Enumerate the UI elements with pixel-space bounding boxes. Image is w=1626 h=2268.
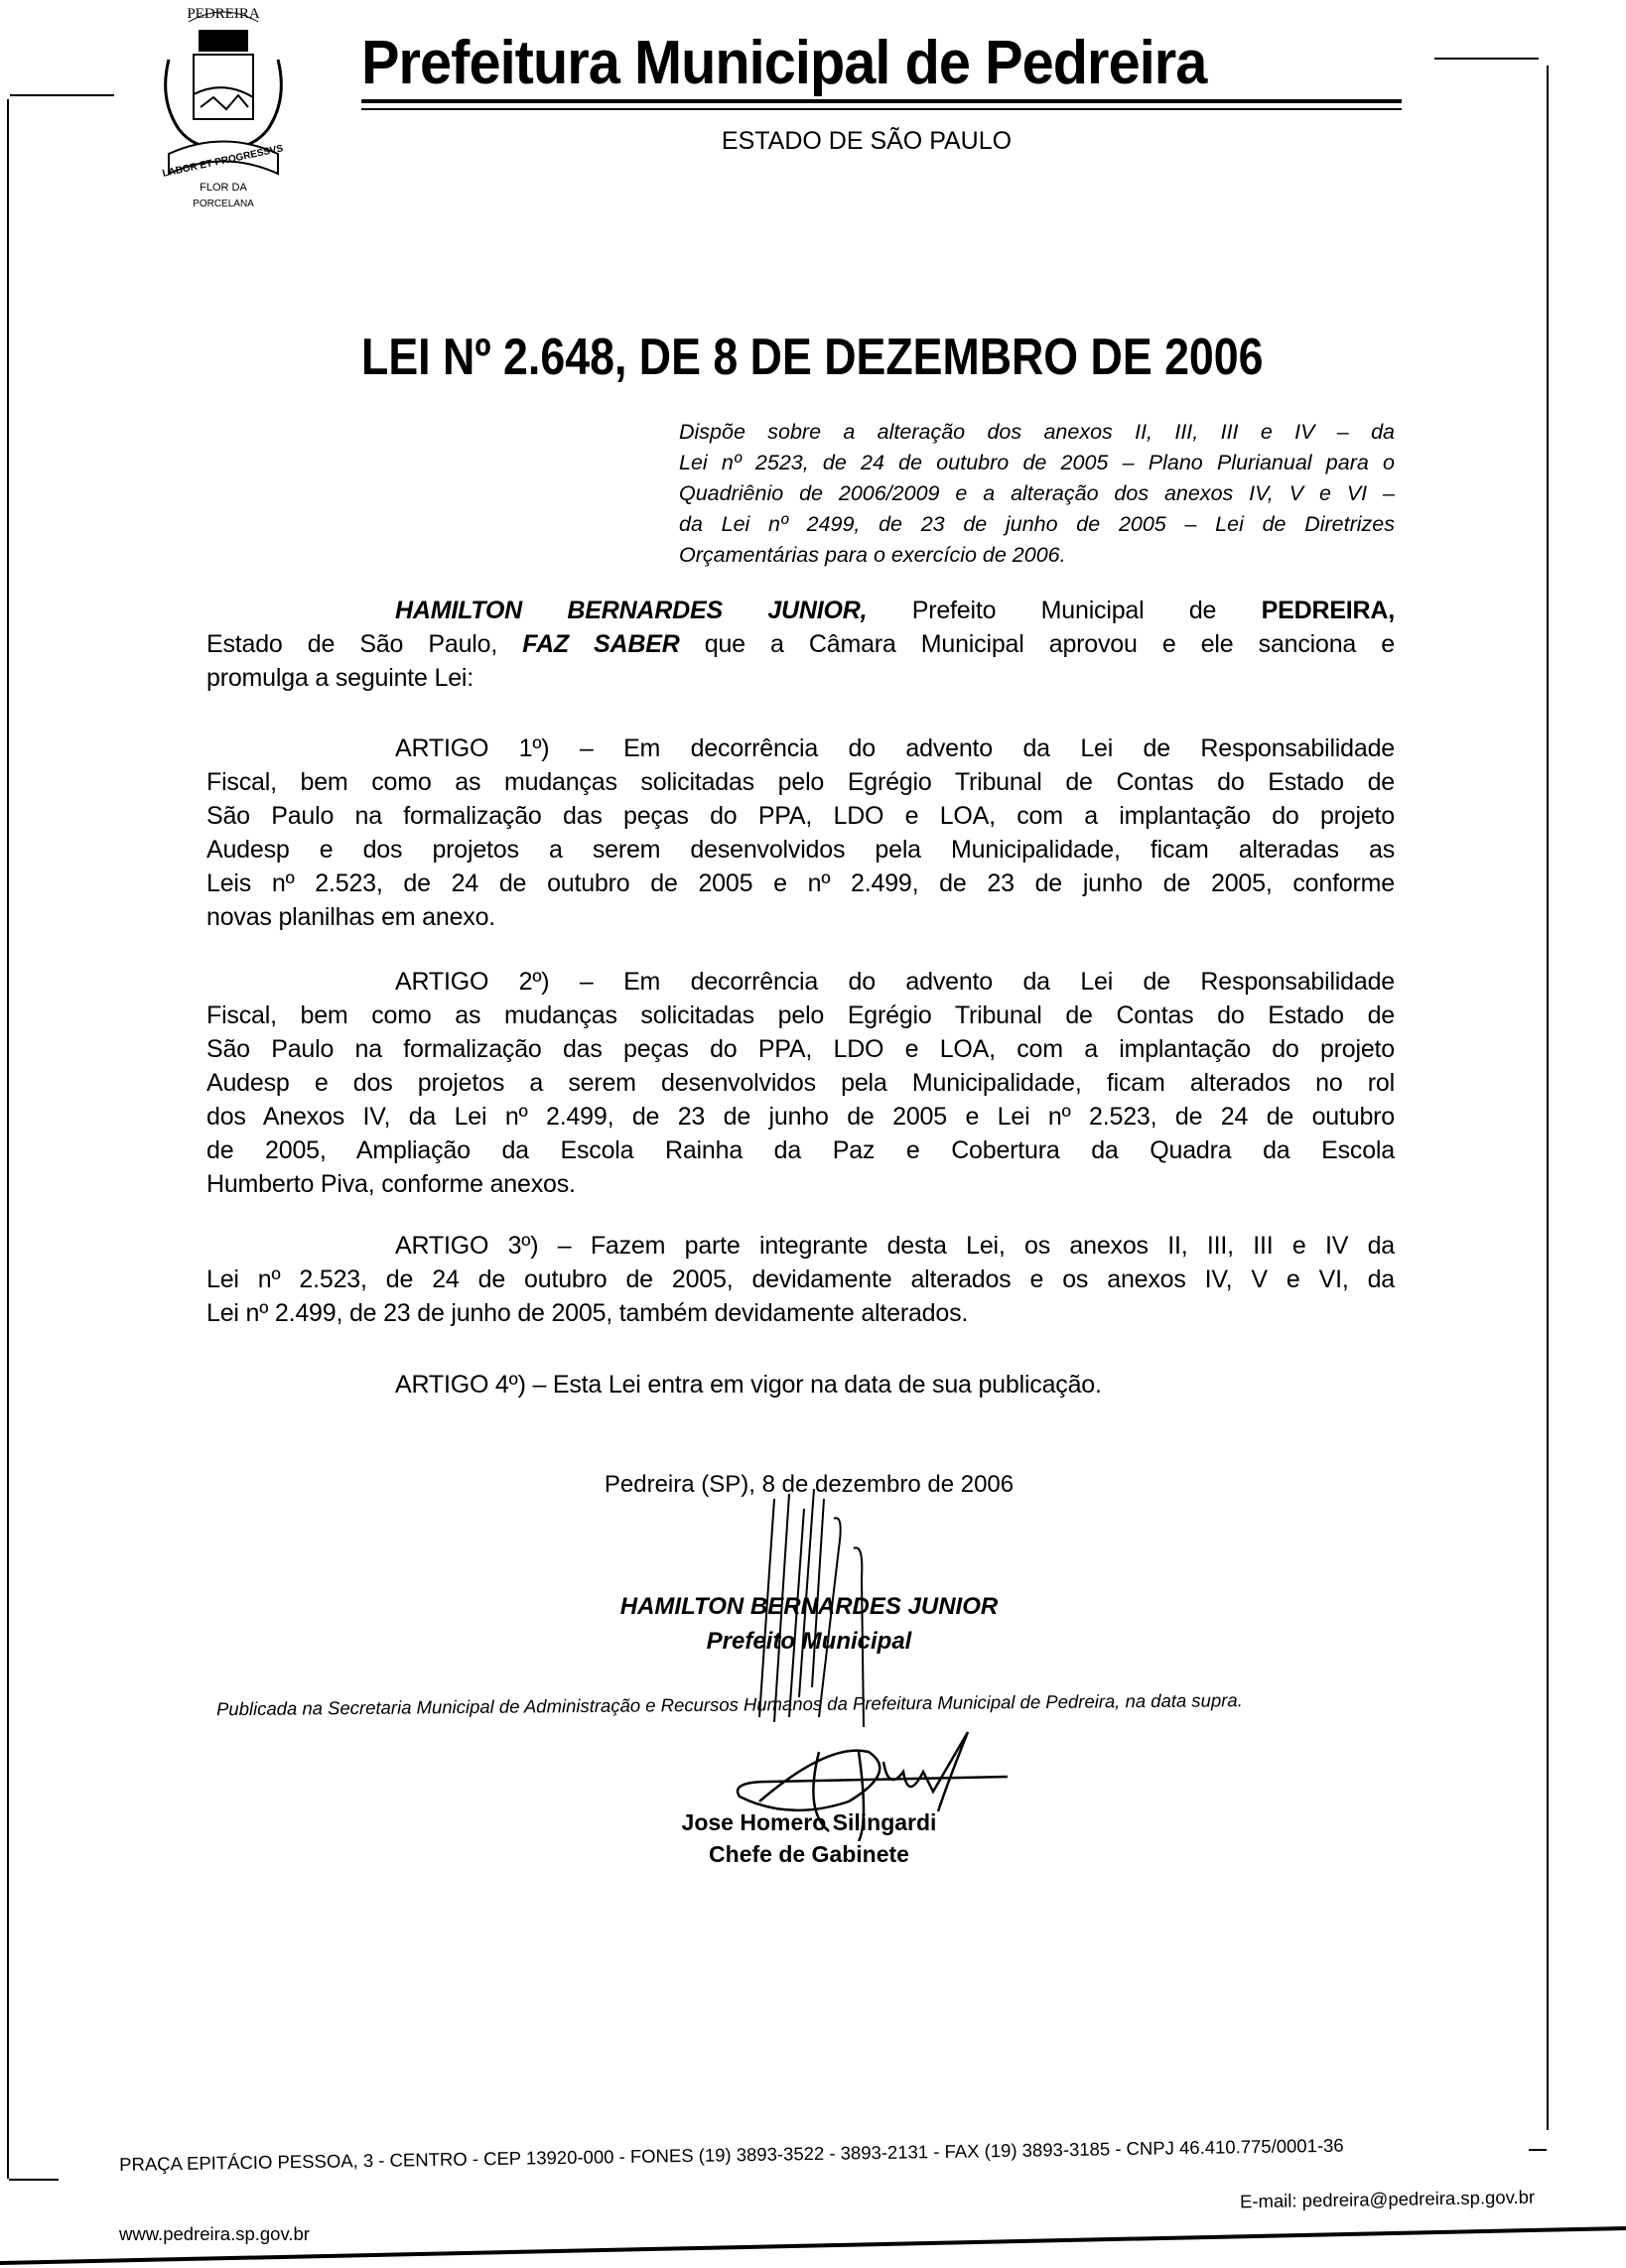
summary-line: Orçamentárias para o exercício de 2006.	[679, 543, 1066, 567]
article-label: ARTIGO 1º)	[395, 734, 550, 762]
article-text: Audesp e dos projetos a serem desenvolvidos pela Municipalidade, ficam alterados no rol	[206, 1069, 1395, 1097]
svg-text:FLOR DA: FLOR DA	[200, 182, 247, 194]
summary-line: Dispõe sobre a alteração dos anexos II, III, III e IV – da	[679, 420, 1395, 444]
article-label: ARTIGO 4º)	[395, 1371, 526, 1399]
article-text: Leis nº 2.523, de 24 de outubro de 2005 e nº 2.499, de 23 de junho de 2005, conforme	[206, 869, 1395, 897]
article-text: Audesp e dos projetos a serem desenvolvidos pela Municipalidade, ficam alteradas as	[206, 836, 1395, 864]
frame-right-vertical	[1547, 66, 1549, 2130]
footer-website[interactable]: www.pedreira.sp.gov.br	[119, 2223, 310, 2244]
article-text: – Em decorrência do advento da Lei de Responsabilidade	[549, 968, 1395, 996]
article-text: – Em decorrência do advento da Lei de Responsabilidade	[549, 734, 1395, 762]
article-text: Fiscal, bem como as mudanças solicitadas pelo Egrégio Tribunal de Contas do Estado de	[206, 1001, 1395, 1029]
footer-address: PRAÇA EPITÁCIO PESSOA, 3 - CENTRO - CEP 13920-000 - FONES (19) 3893-3522 - 3893-2131 - FAX (19) 3893-3185 - CNPJ 46.410.775/0001-36	[119, 2134, 1344, 2175]
preamble	[206, 594, 1395, 695]
frame-right-top	[1434, 58, 1539, 60]
place-date: Pedreira (SP), 8 de dezembro de 2006	[604, 1471, 1015, 1498]
article-text: Lei nº 2.523, de 24 de outubro de 2005, devidamente alterados e os anexos IV, V e VI, da	[206, 1266, 1395, 1293]
article-text: Humberto Piva, conforme anexos.	[206, 1170, 576, 1198]
municipal-crest-logo	[139, 0, 308, 218]
summary-line: Lei nº 2523, de 24 de outubro de 2005 – Plano Plurianual para o	[679, 451, 1395, 474]
article-1	[206, 732, 1395, 934]
article-text: Lei nº 2.499, de 23 de junho de 2005, também devidamente alterados.	[206, 1299, 969, 1327]
article-3	[206, 1229, 1395, 1330]
preamble-text: promulga a seguinte Lei:	[206, 664, 474, 692]
article-text: Fiscal, bem como as mudanças solicitadas pelo Egrégio Tribunal de Contas do Estado de	[206, 768, 1395, 796]
preamble-text: Prefeito Municipal de	[867, 597, 1262, 624]
publication-note: Publicada na Secretaria Municipal de Administração e Recursos Humanos da Prefeitura Municipal de Pedreira, na data supra.	[215, 1689, 1243, 1720]
article-text: – Fazem parte integrante desta Lei, os anexos II, III, III e IV da	[538, 1232, 1395, 1260]
preamble-text: que a Câmara Municipal aprovou e ele sanciona e	[679, 630, 1395, 658]
chief-role: Chefe de Gabinete	[709, 1841, 909, 1867]
article-text: dos Anexos IV, da Lei nº 2.499, de 23 de junho de 2005 e Lei nº 2.523, de 24 de outubro	[206, 1103, 1395, 1131]
mayor-name: HAMILTON BERNARDES JUNIOR,	[395, 597, 868, 624]
mayor-name-signature: HAMILTON BERNARDES JUNIOR	[619, 1593, 999, 1620]
article-text: São Paulo na formalização das peças do PPA, LDO e LOA, com a implantação do projeto	[206, 1035, 1395, 1063]
header-rule-thin	[361, 108, 1402, 110]
frame-left-bottom	[9, 2179, 59, 2181]
chief-name: Jose Homero Silingardi	[681, 1809, 937, 1835]
header-title: Prefeitura Municipal de Pedreira	[361, 29, 1207, 97]
article-text: São Paulo na formalização das peças do PPA, LDO e LOA, com a implantação do projeto	[206, 802, 1395, 830]
footer-email[interactable]: E-mail: pedreira@pedreira.sp.gov.br	[1239, 2186, 1536, 2212]
frame-left-top	[10, 94, 114, 96]
header-subtitle: ESTADO DE SÃO PAULO	[721, 127, 1013, 155]
city-name: PEDREIRA,	[1261, 597, 1395, 624]
article-4	[206, 1368, 1395, 1401]
svg-text:LABOR ET PROGRESSVS: LABOR ET PROGRESSVS	[161, 143, 285, 180]
svg-text:PORCELANA: PORCELANA	[193, 199, 254, 209]
law-summary	[679, 417, 1395, 571]
faz-saber: FAZ SABER	[522, 630, 680, 658]
article-text: – Esta Lei entra em vigor na data de sua publicação.	[525, 1371, 1102, 1399]
article-text: de 2005, Ampliação da Escola Rainha da Paz e Cobertura da Quadra da Escola	[206, 1136, 1395, 1164]
article-label: ARTIGO 3º)	[395, 1232, 539, 1260]
article-text: novas planilhas em anexo.	[206, 903, 496, 931]
frame-left-vertical	[7, 99, 9, 2179]
summary-line: da Lei nº 2499, de 23 de junho de 2005 – Lei de Diretrizes	[679, 512, 1395, 536]
header-rule	[361, 99, 1402, 103]
summary-line: Quadriênio de 2006/2009 e a alteração dos anexos IV, V e VI –	[679, 481, 1395, 505]
mayor-role: Prefeito Municipal	[706, 1628, 912, 1655]
article-2	[206, 965, 1395, 1201]
frame-right-bottom	[1529, 2149, 1547, 2151]
article-label: ARTIGO 2º)	[395, 968, 550, 996]
law-title: LEI Nº 2.648, DE 8 DE DEZEMBRO DE 2006	[361, 329, 1264, 386]
preamble-text: Estado de São Paulo,	[206, 630, 523, 658]
crest-top-text: PEDREIRA	[187, 6, 260, 22]
